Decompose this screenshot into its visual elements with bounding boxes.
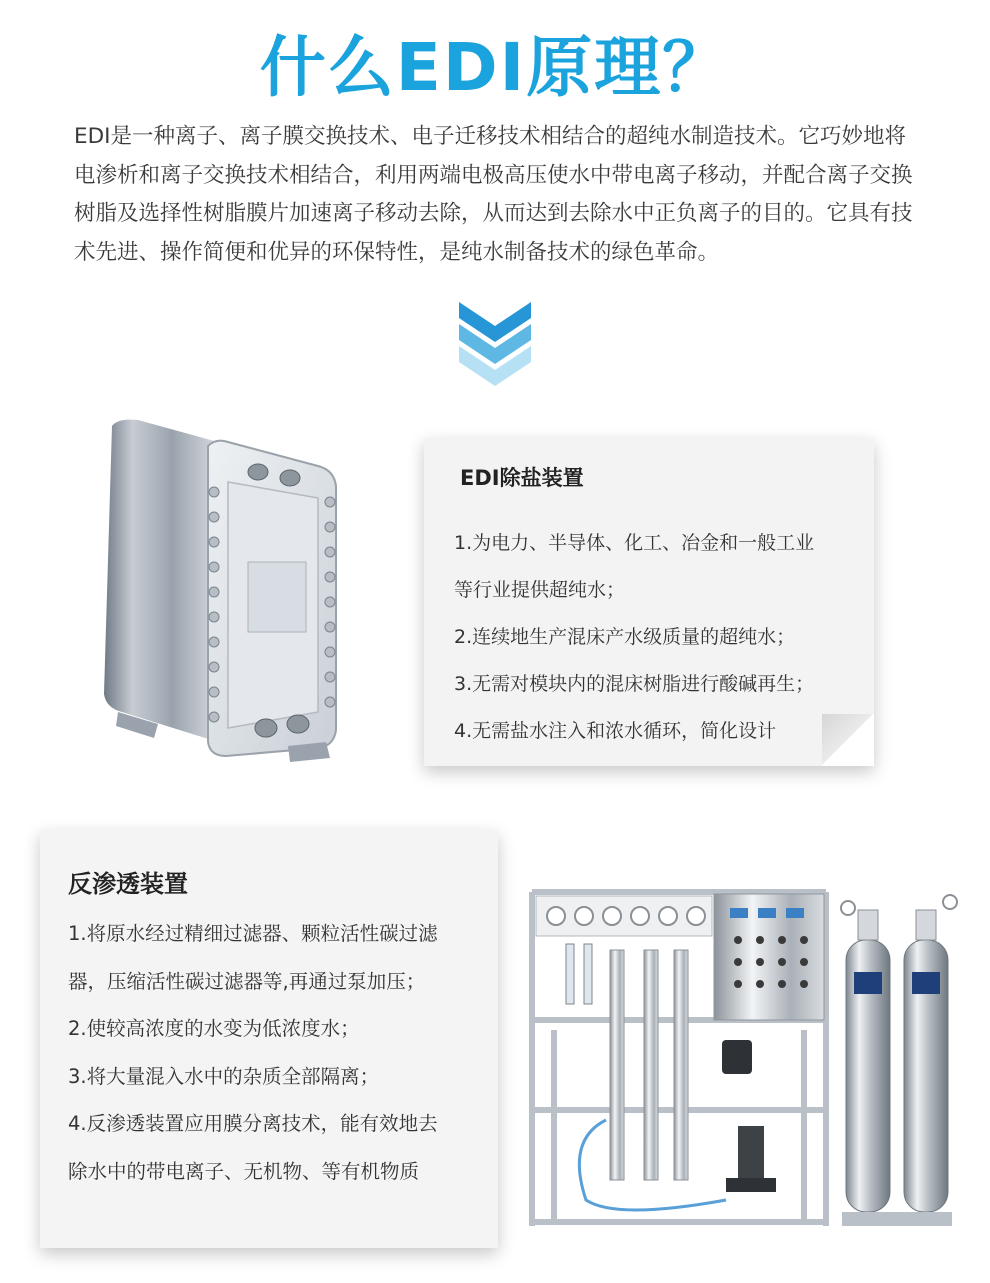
list-item: 2.连续地生产混床产水级质量的超纯水；	[454, 626, 796, 648]
list-item: 除水中的带电离子、无机物、等有机物质	[68, 1159, 420, 1183]
chevron-down-icon	[455, 296, 535, 386]
list-item: 等行业提供超纯水；	[454, 579, 626, 601]
list-item: 4.无需盐水注入和浓水循环，简化设计	[454, 720, 777, 742]
list-item: 4.反渗透装置应用膜分离技术，能有效地去	[68, 1112, 438, 1135]
list-item: 3.无需对模块内的混床树脂进行酸碱再生；	[454, 673, 815, 695]
page-title: 什么EDI原理？	[259, 29, 731, 106]
ro-card-title: 反渗透装置	[68, 870, 188, 898]
list-item: 3.将大量混入水中的杂质全部隔离；	[68, 1064, 380, 1088]
list-item: 器，压缩活性碳过滤器等,再通过泵加压；	[68, 969, 426, 993]
list-item: 1.为电力、半导体、化工、冶金和一般工业	[454, 532, 815, 554]
ro-feature-list	[68, 910, 488, 1195]
edi-card-title: EDI除盐装置	[460, 466, 584, 490]
ro-info-card	[40, 830, 498, 1248]
edi-module-image	[98, 412, 348, 772]
edi-info-card	[424, 438, 874, 766]
intro-paragraph: EDI是一种离子、离子膜交换技术、电子迁移技术相结合的超纯水制造技术。它巧妙地将电渗析和离子交换技术相结合，利用两端电极高压使水中带电离子移动，并配合离子交换树脂及选择性树脂膜片加速离子移动去除，从而达到去除水中正负离子的目的。它具有技术先进、操作简便和优异的环保特性，是纯水制备技术的绿色革命。	[74, 124, 913, 265]
ro-equipment-image	[526, 880, 962, 1242]
edi-feature-list	[454, 520, 864, 755]
list-item: 1.将原水经过精细过滤器、颗粒活性碳过滤	[68, 922, 438, 945]
page-curl-corner	[822, 714, 874, 766]
list-item: 2.使较高浓度的水变为低浓度水；	[68, 1017, 360, 1040]
